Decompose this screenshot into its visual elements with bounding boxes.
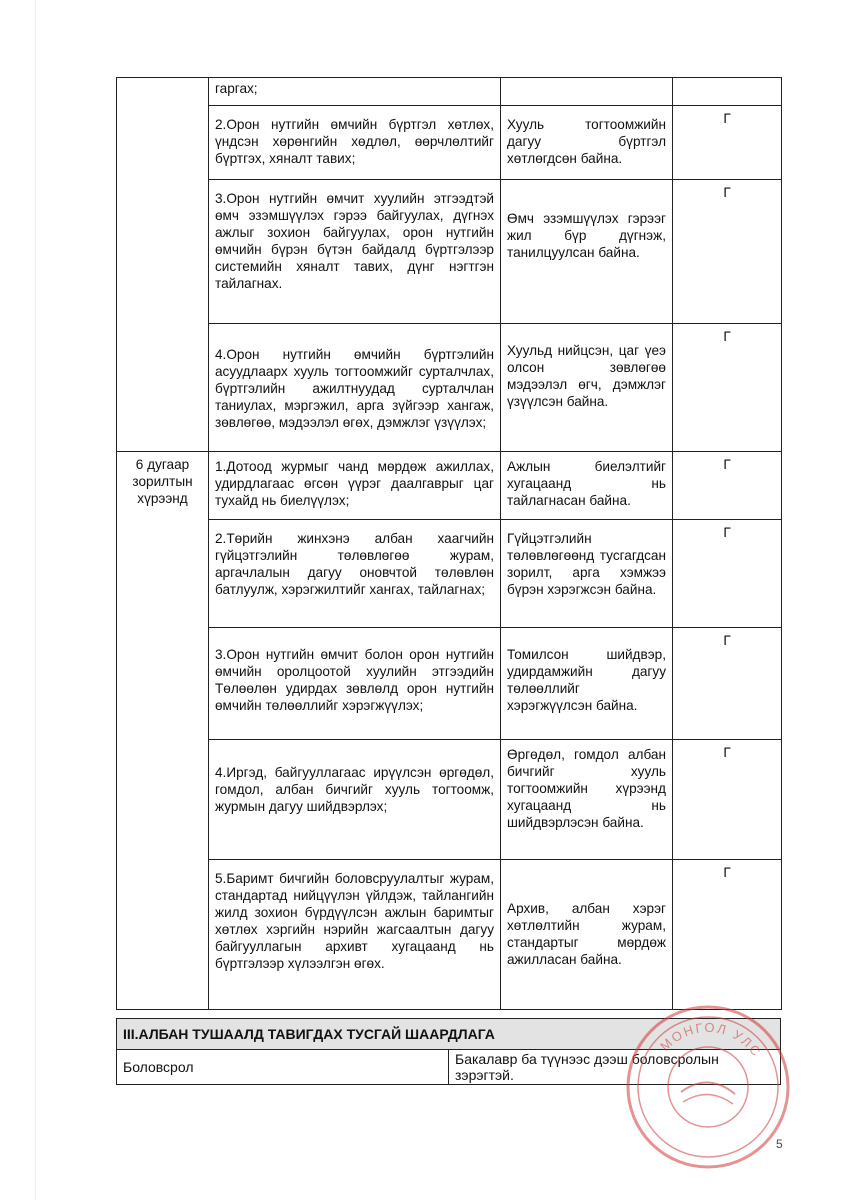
result-cell	[501, 78, 673, 106]
table-row	[117, 324, 782, 452]
task-cell: гаргах;	[209, 78, 501, 106]
section-heading: III.АЛБАН ТУШААЛД ТАВИГДАХ ТУСГАЙ ШААРДЛАГА	[117, 1019, 781, 1050]
task-cell: 3.Орон нутгийн өмчит болон орон нутгийн өмчийн оролцоотой хуулийн этгээдийн Төлөөлөн удирдах зөвлөлд орон нутгийн өмчийн төлөөллийг хэрэгжүүлэх;	[209, 628, 501, 740]
task-cell: 5.Баримт бичгийн боловсруулалтыг журам, стандартад нийцүүлэн үйлдэж, тайлангийн жилд зохион бүрдүүлсэн ажлын баримтыг хөтлөх хэргийн нэрийн жагсаалтын дагуу байгууллагын архивт хугацаанд нь бүртгэлээр хүлээлгэн өгөх.	[209, 860, 501, 1010]
result-cell: Өргөдөл, гомдол албан бичгийг хууль тогтоомжийн хүрээнд хугацаанд нь шийдвэрлэсэн байна.	[501, 740, 673, 860]
result-cell: Өмч эзэмшүүлэх гэрээг жил бүр дүгнэж, танилцуулсан байна.	[501, 180, 673, 324]
result-cell: Хуульд нийцсэн, цаг үеэ олсон зөвлөгөө мэдээлэл өгч, дэмжлэг үзүүлсэн байна.	[501, 324, 673, 452]
goal-cell-empty	[117, 78, 209, 452]
result-cell: Ажлын биелэлтийг хугацаанд нь тайлагнасан байна.	[501, 452, 673, 520]
task-cell: 2.Төрийн жинхэнэ албан хаагчийн гүйцэтгэлийн төлөвлөгөө журам, аргачлалын дагуу оновчтой төлөвлөн батлуулж, хэрэгжилтийг хангах, тайлагнах;	[209, 520, 501, 628]
page-edge	[35, 0, 36, 1200]
result-cell: Хууль тогтоомжийн дагуу бүртгэл хөтлөгдсөн байна.	[501, 106, 673, 180]
table-row	[117, 180, 782, 324]
education-value: Бакалавр ба түүнээс дээш боловсролын зэрэгтэй.	[449, 1050, 781, 1085]
education-label: Боловсрол	[117, 1050, 449, 1085]
grade-cell: Г	[673, 520, 782, 628]
table-row	[117, 740, 782, 860]
task-cell: 3.Орон нутгийн өмчит хуулийн этгээдтэй өмч эзэмшүүлэх гэрээ байгуулах, дүгнэх ажлыг зохион байгуулах, орон нутгийн өмчийн бүрэн бүтэн байдалд бүртгэлээр системийн хяналт тавих, дүнг нэгтгэн тайлагнах.	[209, 180, 501, 324]
table-row	[117, 520, 782, 628]
goal-label: 6 дугаар зорилтын хүрээнд	[117, 452, 209, 1010]
table-row	[117, 628, 782, 740]
official-seal-icon	[623, 1002, 793, 1172]
table-row	[117, 452, 782, 520]
table-row	[117, 106, 782, 180]
result-cell: Томилсон шийдвэр, удирдамжийн дагуу төлөөллийг хэрэгжүүлсэн байна.	[501, 628, 673, 740]
grade-cell: Г	[673, 740, 782, 860]
svg-text:МОНГОЛ УЛС: МОНГОЛ УЛС	[657, 1019, 765, 1061]
duties-table	[116, 77, 782, 1010]
grade-cell	[673, 78, 782, 106]
task-cell: 1.Дотоод журмыг чанд мөрдөж ажиллах, удирдлагаас өгсөн үүрэг даалгаврыг цаг тухайд нь биелүүлэх;	[209, 452, 501, 520]
grade-cell: Г	[673, 180, 782, 324]
table-row	[117, 860, 782, 1010]
result-cell: Гүйцэтгэлийн төлөвлөгөөнд тусгагдсан зорилт, арга хэмжээ бүрэн хэрэгжсэн байна.	[501, 520, 673, 628]
grade-cell: Г	[673, 324, 782, 452]
table-row	[117, 78, 782, 106]
task-cell: 4.Орон нутгийн өмчийн бүртгэлийн асуудлаарх хууль тогтоомжийг сурталчлах, бүртгэлийн ажилтнуудад сурталчлан таниулах, мэргэжил, арга зүйгээр хангаж, зөвлөгөө, мэдээлэл өгөх, дэмжлэг үзүүлэх;	[209, 324, 501, 452]
grade-cell: Г	[673, 452, 782, 520]
task-cell: 2.Орон нутгийн өмчийн бүртгэл хөтлөх, үндсэн хөрөнгийн хөдлөл, өөрчлөлтийг бүртгэх, хяналт тавих;	[209, 106, 501, 180]
grade-cell: Г	[673, 106, 782, 180]
page-number: 5	[776, 1137, 783, 1151]
grade-cell: Г	[673, 860, 782, 1010]
grade-cell: Г	[673, 628, 782, 740]
result-cell: Архив, албан хэрэг хөтлөлтийн журам, стандартыг мөрдөж ажилласан байна.	[501, 860, 673, 1010]
task-cell: 4.Иргэд, байгууллагаас ирүүлсэн өргөдөл, гомдол, албан бичгийг хууль тогтоомж, журмын дагуу шийдвэрлэх;	[209, 740, 501, 860]
